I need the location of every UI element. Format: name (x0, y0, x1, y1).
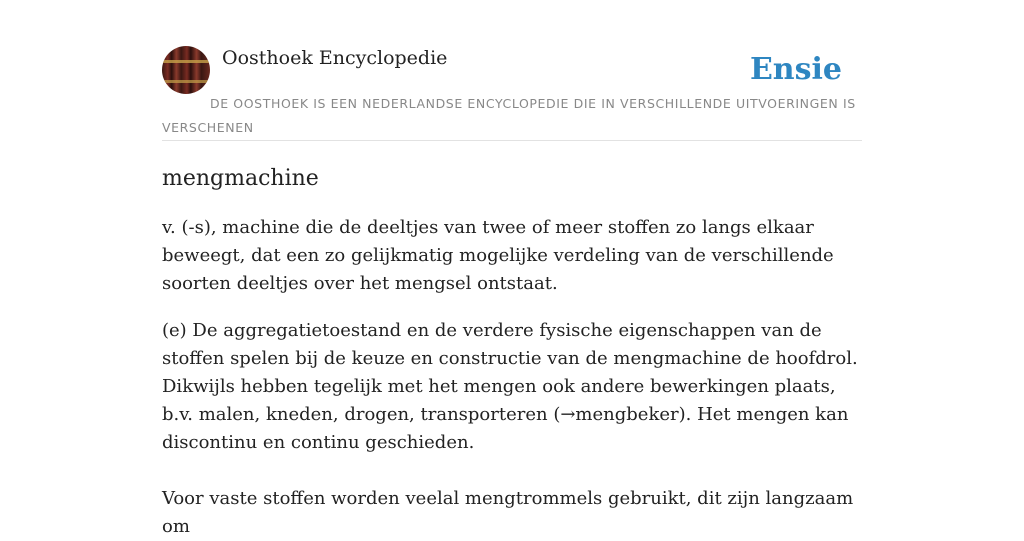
article-paragraph: (e) De aggregatietoestand en de verdere fysische eigenschappen van de stoffen spelen bij de keuze en constructie van de mengmachine de hoofdrol. Dikwijls hebben tegelijk met het mengen ook andere bewerkingen plaats, b.v. malen, kneden, drogen, transporteren (→mengbeker). Het mengen kan discontinu en continu geschieden. (162, 320, 858, 453)
article-paragraph: Voor vaste stoffen worden veelal mengtrommels gebruikt, dit zijn langzaam om (162, 488, 854, 537)
article (162, 160, 862, 541)
site-header (162, 46, 862, 141)
page-title: mengmachine (162, 166, 319, 191)
article-paragraph: v. (-s), machine die de deeltjes van twee of meer stoffen zo langs elkaar beweegt, dat een zo gelijkmatig mogelijke verdeling van de verschillende soorten deeltjes over het mengsel ontstaat. (162, 217, 834, 294)
site-title[interactable]: Oosthoek Encyclopedie (222, 47, 448, 69)
site-tagline: DE OOSTHOEK IS EEN NEDERLANDSE ENCYCLOPEDIE DIE IN VERSCHILLENDE UITVOERINGEN IS VERSCHENEN (162, 96, 856, 135)
ensie-logo[interactable]: Ensie (749, 52, 842, 87)
encyclopedia-avatar[interactable] (162, 46, 210, 94)
